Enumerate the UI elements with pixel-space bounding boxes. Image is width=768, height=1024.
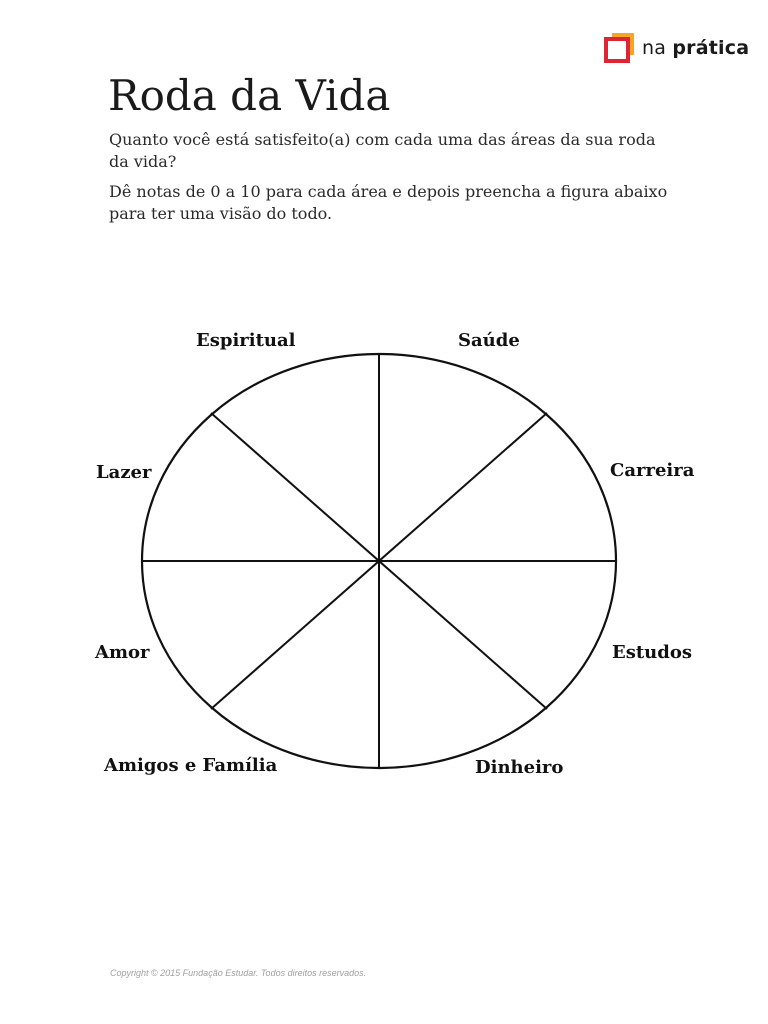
logo-strong: prática — [672, 37, 750, 59]
page-title: Roda da Vida — [108, 71, 391, 120]
area-label-estudos: Estudos — [612, 642, 692, 663]
area-label-saude: Saúde — [458, 330, 520, 351]
area-label-lazer: Lazer — [96, 462, 152, 483]
logo-prefix: na — [642, 37, 667, 59]
area-label-amor: Amor — [95, 642, 150, 663]
area-label-amigos-familia: Amigos e Família — [104, 755, 278, 776]
copyright-footer: Copyright © 2015 Fundação Estudar. Todos direitos reservados. — [110, 968, 367, 978]
instructions-paragraph: Dê notas de 0 a 10 para cada área e depois preencha a figura abaixo para ter uma visão do todo. — [109, 182, 668, 223]
area-label-espiritual: Espiritual — [196, 330, 296, 351]
intro-paragraph: Quanto você está satisfeito(a) com cada uma das áreas da sua roda da vida? — [109, 130, 656, 171]
area-label-dinheiro: Dinheiro — [475, 757, 564, 778]
area-label-carreira: Carreira — [610, 460, 695, 481]
